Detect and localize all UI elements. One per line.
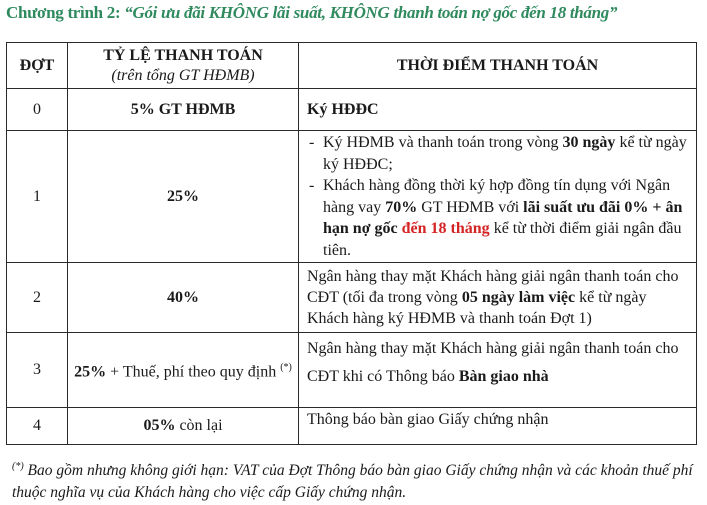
dot-cell: 4	[7, 408, 68, 445]
footnote	[12, 456, 702, 504]
table-row	[7, 131, 697, 263]
table-row	[7, 89, 697, 131]
timing-cell: Ký HĐĐC	[299, 89, 697, 131]
bold-text: 25%	[74, 363, 107, 381]
program-title	[6, 3, 706, 23]
timing-cell	[299, 131, 697, 263]
rate-cell	[68, 333, 299, 408]
highlight-text: đến 18 tháng	[401, 220, 490, 237]
table-row	[7, 333, 697, 408]
header-payment-rate-title: TỶ LỆ THANH TOÁN	[103, 46, 263, 64]
timing-list-item	[307, 132, 690, 175]
bold-text: 30 ngày	[562, 134, 616, 151]
text: còn lại	[175, 417, 223, 434]
dot-cell: 2	[7, 263, 68, 333]
bold-text: 05 ngày làm việc	[461, 289, 576, 306]
text: Khách hàng đồng thời ký hợp đồng tín dụng với Ngân hàng vay	[323, 177, 671, 216]
footnote-marker: (*)	[12, 461, 24, 472]
text: Ngân hàng thay mặt Khách hàng giải ngân thanh toán cho CĐT (tối đa trong vòng	[307, 268, 679, 306]
bold-text: 70%	[385, 198, 418, 216]
footnote-marker: (*)	[280, 361, 292, 373]
header-dot: ĐỢT	[7, 43, 68, 89]
table-header-row	[7, 43, 697, 89]
footnote-text: Bao gồm nhưng không giới hạn: VAT của Đợt Thông báo bàn giao Giấy chứng nhận và các khoản thuế phí thuộc nghĩa vụ của Khách hàng cho việc cấp Giấy chứng nhận.	[12, 462, 693, 502]
dot-cell: 3	[7, 333, 68, 408]
timing-cell	[299, 333, 697, 408]
dot-cell: 0	[7, 89, 68, 131]
timing-cell: Thông báo bàn giao Giấy chứng nhận	[299, 408, 697, 445]
header-payment-rate-subtitle: (trên tổng GT HĐMB)	[111, 66, 255, 84]
text: GT HĐMB với	[417, 198, 524, 216]
text: kể từ ngày Khách hàng ký HĐMB và thanh toán Đợt 1)	[307, 289, 647, 327]
rate-cell	[68, 408, 299, 445]
rate-cell: 5% GT HĐMB	[68, 89, 299, 131]
payment-schedule-table	[6, 42, 697, 445]
text: + Thuế, phí theo quy định	[106, 363, 281, 381]
text: kể từ ngày ký HĐĐC;	[323, 134, 687, 173]
program-title-quote: “Gói ưu đãi KHÔNG lãi suất, KHÔNG thanh toán nợ gốc đến 18 tháng”	[124, 3, 618, 22]
bold-text: 05%	[143, 417, 176, 434]
text: kể từ thời điểm giải ngân đầu tiên.	[323, 220, 682, 259]
rate-cell: 25%	[68, 131, 299, 263]
program-title-prefix: Chương trình 2:	[6, 3, 125, 22]
rate-cell: 40%	[68, 263, 299, 333]
text: Ký HĐMB và thanh toán trong vòng	[323, 134, 563, 151]
bold-text: Bàn giao nhà	[458, 368, 549, 385]
timing-cell	[299, 263, 697, 333]
table-row	[7, 263, 697, 333]
header-payment-timing: THỜI ĐIỂM THANH TOÁN	[299, 43, 697, 89]
text: Ngân hàng thay mặt Khách hàng giải ngân thanh toán cho CĐT khi có Thông báo	[307, 340, 679, 385]
timing-list-item	[307, 175, 690, 261]
bold-text: lãi suất ưu đãi 0% + ân hạn nợ gốc	[323, 198, 683, 237]
header-payment-rate	[68, 43, 299, 89]
dot-cell: 1	[7, 131, 68, 263]
timing-list	[307, 132, 690, 261]
table-row	[7, 408, 697, 445]
